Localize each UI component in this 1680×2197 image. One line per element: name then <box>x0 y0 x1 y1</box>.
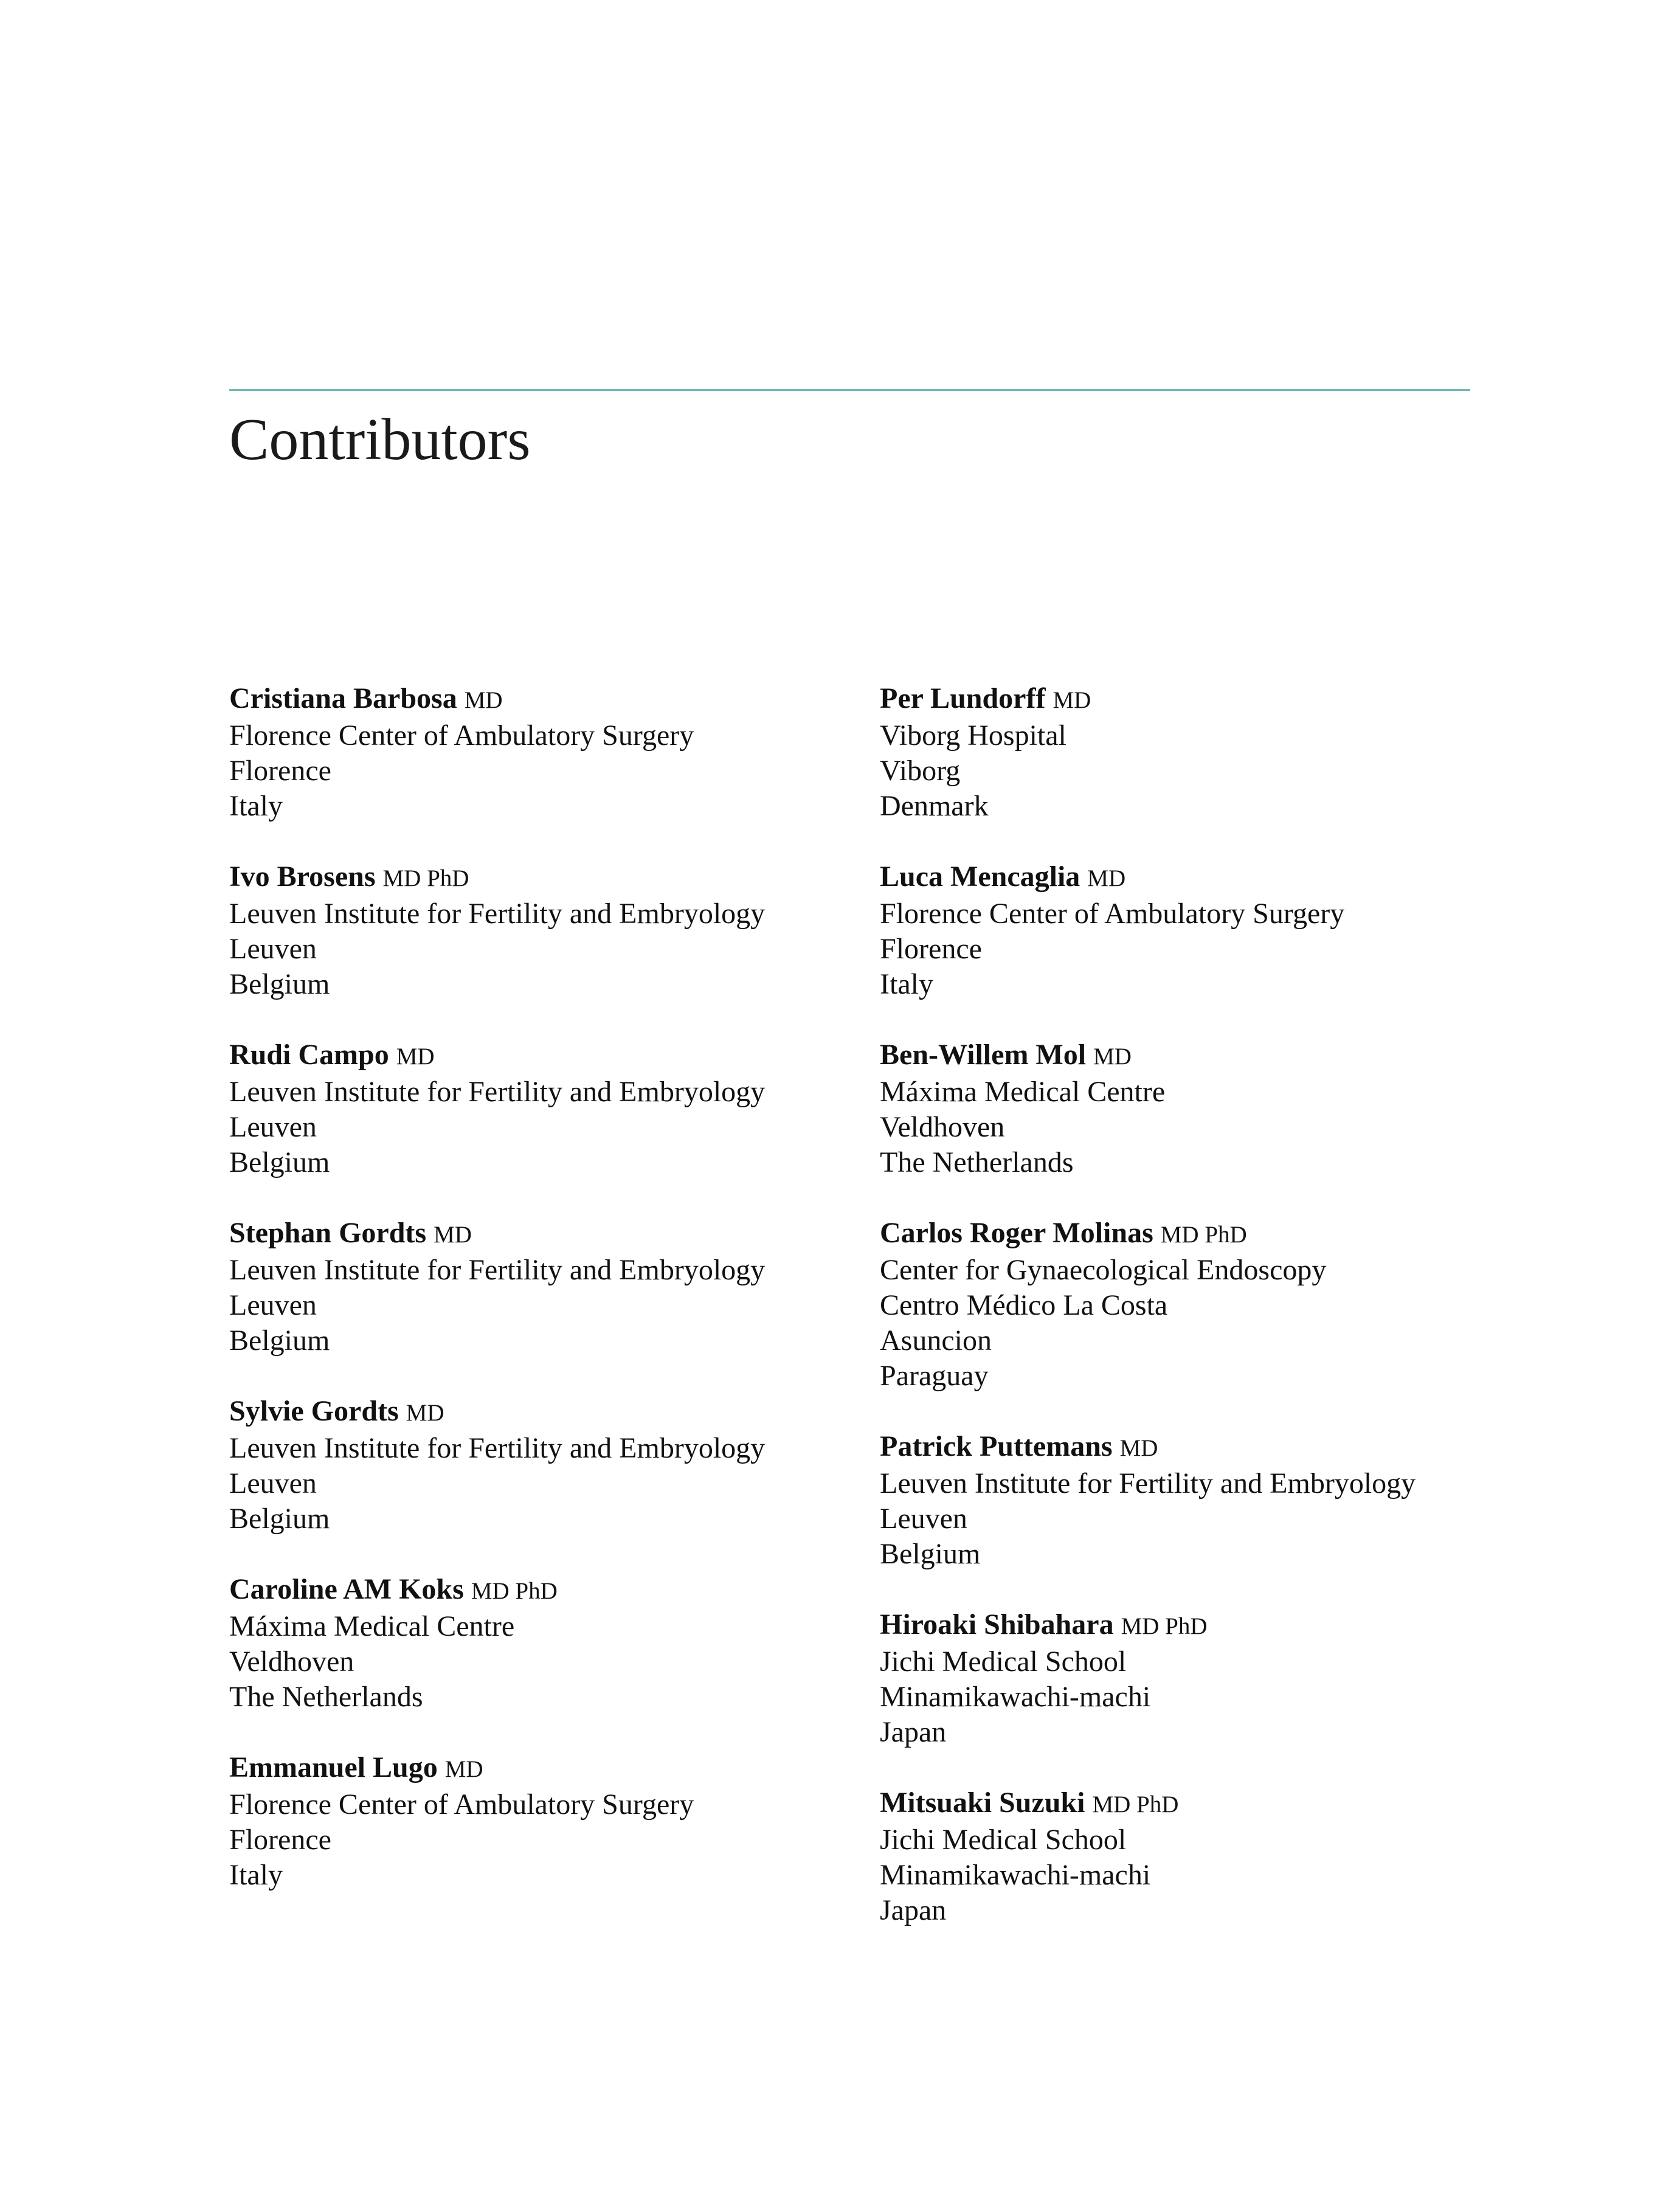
contributor-name: Luca Mencaglia <box>880 860 1080 893</box>
affiliation-line: Leuven <box>229 1111 317 1143</box>
contributor-entry <box>880 859 1416 1002</box>
contributor-degree: MD PhD <box>1160 1222 1247 1248</box>
affiliation-line: Viborg Hospital <box>880 719 1066 752</box>
contributor-degree: MD <box>406 1400 444 1426</box>
contributor-entry <box>229 1394 765 1537</box>
contributor-entry <box>880 1216 1416 1394</box>
contributor-degree: MD <box>1053 687 1091 713</box>
affiliation-line: Viborg <box>880 755 961 787</box>
contributor-entry <box>229 681 765 824</box>
affiliation-line: Japan <box>880 1894 947 1926</box>
contributor-degree: MD <box>1093 1043 1132 1070</box>
affiliation-line: Minamikawachi-machi <box>880 1859 1151 1891</box>
page-title: Contributors <box>229 407 531 472</box>
contributor-degree: MD <box>1087 865 1126 891</box>
affiliation-line: Máxima Medical Centre <box>229 1610 515 1642</box>
affiliation-line: Leuven <box>229 933 317 965</box>
contributor-name: Patrick Puttemans <box>880 1430 1113 1462</box>
contributor-name: Rudi Campo <box>229 1039 389 1071</box>
contributor-degree: MD <box>444 1756 483 1782</box>
contributor-degree: MD PhD <box>382 865 469 891</box>
affiliation-line: Centro Médico La Costa <box>880 1289 1168 1321</box>
contributor-name: Per Lundorff <box>880 682 1046 714</box>
contributor-entry <box>229 1572 765 1715</box>
contributor-degree: MD PhD <box>1121 1613 1208 1639</box>
affiliation-line: Jichi Medical School <box>880 1645 1127 1678</box>
affiliation-line: Center for Gynaecological Endoscopy <box>880 1254 1327 1286</box>
affiliation-line: Leuven <box>880 1503 967 1535</box>
contributor-entry <box>229 1216 765 1358</box>
affiliation-line: Minamikawachi-machi <box>880 1681 1151 1713</box>
affiliation-line: Florence <box>229 755 331 787</box>
contributor-name: Ivo Brosens <box>229 860 376 893</box>
contributor-degree: MD PhD <box>1092 1791 1179 1818</box>
affiliation-line: Leuven Institute for Fertility and Embryology <box>229 1076 766 1108</box>
affiliation-line: Florence Center of Ambulatory Surgery <box>229 1788 694 1821</box>
contributor-degree: MD <box>464 687 503 713</box>
affiliation-line: Leuven <box>229 1467 317 1500</box>
affiliation-line: Belgium <box>229 1146 330 1178</box>
contributor-name: Carlos Roger Molinas <box>880 1217 1153 1249</box>
affiliation-line: Leuven Institute for Fertility and Embryology <box>229 898 766 930</box>
contributor-entry <box>229 1037 765 1180</box>
affiliation-line: Asuncion <box>880 1324 992 1357</box>
affiliation-line: Jichi Medical School <box>880 1824 1127 1856</box>
affiliation-line: Leuven Institute for Fertility and Embryology <box>229 1432 766 1464</box>
affiliation-line: Belgium <box>229 968 330 1000</box>
affiliation-line: Veldhoven <box>229 1645 354 1678</box>
affiliation-line: The Netherlands <box>880 1146 1074 1178</box>
contributor-name: Caroline AM Koks <box>229 1573 464 1605</box>
contributor-degree: MD <box>1119 1435 1158 1461</box>
contributor-entry <box>880 1607 1416 1750</box>
contributor-name: Emmanuel Lugo <box>229 1751 438 1784</box>
affiliation-line: Leuven Institute for Fertility and Embryology <box>880 1467 1416 1500</box>
affiliation-line: Denmark <box>880 790 989 822</box>
affiliation-line: Florence <box>880 933 982 965</box>
affiliation-line: Italy <box>880 968 933 1000</box>
affiliation-line: Italy <box>229 790 283 822</box>
affiliation-line: Florence Center of Ambulatory Surgery <box>880 898 1345 930</box>
contributor-name: Cristiana Barbosa <box>229 682 457 714</box>
contributor-entry <box>229 859 765 1002</box>
contributor-name: Mitsuaki Suzuki <box>880 1787 1085 1819</box>
contributor-entry <box>880 1785 1416 1928</box>
affiliation-line: Paraguay <box>880 1360 989 1392</box>
contributor-degree: MD <box>434 1222 472 1248</box>
contributor-name: Stephan Gordts <box>229 1217 427 1249</box>
contributors-column-right <box>880 681 1416 1963</box>
affiliation-line: Florence Center of Ambulatory Surgery <box>229 719 694 752</box>
contributor-entry <box>880 681 1416 824</box>
affiliation-line: The Netherlands <box>229 1681 423 1713</box>
affiliation-line: Japan <box>880 1716 947 1748</box>
affiliation-line: Belgium <box>880 1538 981 1570</box>
contributor-name: Sylvie Gordts <box>229 1395 399 1427</box>
affiliation-line: Italy <box>229 1859 283 1891</box>
affiliation-line: Máxima Medical Centre <box>880 1076 1166 1108</box>
contributor-entry <box>880 1429 1416 1572</box>
affiliation-line: Leuven <box>229 1289 317 1321</box>
contributor-entry <box>229 1750 765 1893</box>
affiliation-line: Veldhoven <box>880 1111 1005 1143</box>
contributor-degree: MD <box>396 1043 435 1070</box>
contributor-name: Ben-Willem Mol <box>880 1039 1087 1071</box>
affiliation-line: Belgium <box>229 1324 330 1357</box>
affiliation-line: Belgium <box>229 1503 330 1535</box>
title-divider-rule <box>229 389 1470 391</box>
contributors-column-left <box>229 681 765 1928</box>
contributor-degree: MD PhD <box>471 1578 558 1604</box>
affiliation-line: Florence <box>229 1824 331 1856</box>
contributor-name: Hiroaki Shibahara <box>880 1608 1114 1641</box>
affiliation-line: Leuven Institute for Fertility and Embryology <box>229 1254 766 1286</box>
contributor-entry <box>880 1037 1416 1180</box>
